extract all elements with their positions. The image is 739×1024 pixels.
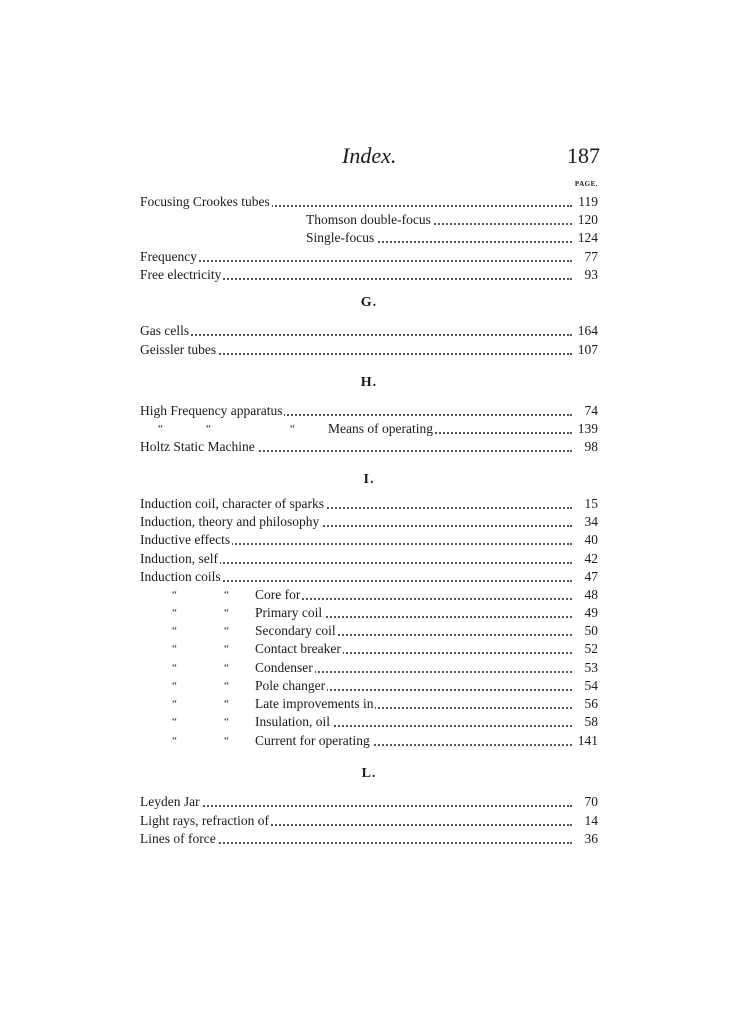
entry-page: 93 [581,266,599,284]
ditto-mark: “ [224,604,229,622]
ditto-mark: “ [172,604,177,622]
ditto-mark: “ [224,586,229,604]
section-letter-h: H. [360,375,378,390]
ditto-mark: “ [172,677,177,695]
ditto-mark: “ [224,732,229,750]
ditto-mark: “ [224,695,229,713]
entry-page: 164 [574,322,598,340]
entry-text: Late improvements in [255,696,374,711]
index-entry [140,402,598,420]
entry-text: Geissler tubes [140,342,217,357]
entry-text: Primary coil [255,605,323,620]
entry-text: Induction coil, character of sparks [140,496,325,511]
index-entry [140,513,598,531]
entry-text: Leyden Jar [140,794,200,809]
entry-page: 53 [581,659,599,677]
entry-text: High Frequency apparatus [140,403,283,418]
index-entry [140,229,598,247]
entry-page: 70 [581,793,599,811]
index-entry [140,586,598,604]
entry-text: Free electricity [140,267,222,282]
entry-page: 119 [574,193,598,211]
index-entry [140,732,598,750]
entry-page: 141 [574,732,598,750]
entry-text: Core for [255,587,301,602]
leader-dots [140,334,572,336]
entry-page: 120 [574,211,598,229]
entry-page: 98 [581,438,599,456]
entry-text: Means of operating [328,421,433,436]
entry-page: 42 [581,550,599,568]
ditto-mark: “ [224,659,229,677]
entry-page: 14 [581,812,599,830]
entry-text: Inductive effects [140,532,231,547]
leader-dots [140,260,572,262]
leader-dots [140,805,572,807]
ditto-mark: “ [172,732,177,750]
leader-dots [255,598,572,600]
entry-text: Current for operating [255,733,370,748]
running-header [140,143,600,173]
index-entry [140,266,598,284]
index-entry [140,420,598,438]
entry-text: Thomson double-focus [306,212,431,227]
entry-page: 40 [581,531,599,549]
entry-page: 56 [581,695,599,713]
entry-text: Contact breaker [255,641,341,656]
entry-page: 49 [581,604,599,622]
index-entry [140,248,598,266]
ditto-mark: “ [224,713,229,731]
entry-page: 54 [581,677,599,695]
ditto-mark: “ [206,420,211,438]
index-entry [140,677,598,695]
entry-page: 36 [581,830,599,848]
entry-text: Focusing Crookes tubes [140,194,270,209]
entry-text: Secondary coil [255,623,336,638]
index-entry [140,322,598,340]
ditto-mark: “ [290,420,295,438]
entry-text: Pole changer [255,678,326,693]
index-entry [140,830,598,848]
ditto-mark: “ [172,695,177,713]
entry-text: Frequency [140,249,197,264]
entry-text: Light rays, refraction of [140,813,269,828]
index-entry [140,622,598,640]
index-entry [140,341,598,359]
index-entry [140,193,598,211]
entry-page: 139 [574,420,598,438]
entry-page: 52 [581,640,599,658]
index-entry [140,812,598,830]
entry-page: 77 [581,248,599,266]
ditto-mark: “ [172,659,177,677]
entry-page: 74 [581,402,599,420]
index-entry [140,550,598,568]
entry-page: 15 [581,495,599,513]
entry-page: 58 [581,713,599,731]
page-number: 187 [567,143,600,168]
entry-text: Insulation, oil [255,714,330,729]
entry-text: Condenser [255,660,313,675]
entry-page: 48 [581,586,599,604]
entry-text: Induction coils [140,569,221,584]
entry-text: Induction, self [140,551,218,566]
index-entry [140,211,598,229]
ditto-mark: “ [224,622,229,640]
index-entry [140,659,598,677]
page-column-heading: PAGE. [574,180,598,188]
ditto-mark: “ [224,640,229,658]
index-entry [140,495,598,513]
section-letter-i: I. [363,472,375,487]
entry-text: Single-focus [306,230,375,245]
index-entry [140,695,598,713]
entry-page: 50 [581,622,599,640]
section-letter-g: G. [360,295,378,310]
entry-page: 34 [581,513,599,531]
index-entry [140,640,598,658]
entry-text: Gas cells [140,323,190,338]
ditto-mark: “ [172,640,177,658]
ditto-mark: “ [172,713,177,731]
ditto-mark: “ [224,677,229,695]
entry-page: 124 [574,229,598,247]
entry-page: 107 [574,341,598,359]
entry-text: Lines of force [140,831,216,846]
entry-text: Holtz Static Machine [140,439,255,454]
ditto-mark: “ [172,622,177,640]
index-entry [140,604,598,622]
section-letter-l: L. [361,766,377,781]
entry-text: Induction, theory and philosophy [140,514,320,529]
index-entry [140,568,598,586]
entry-page: 47 [581,568,599,586]
index-entry [140,438,598,456]
index-entry [140,531,598,549]
ditto-mark: “ [172,586,177,604]
index-entry [140,793,598,811]
ditto-mark: “ [158,420,163,438]
index-entry [140,713,598,731]
running-title: Index. [342,143,397,168]
